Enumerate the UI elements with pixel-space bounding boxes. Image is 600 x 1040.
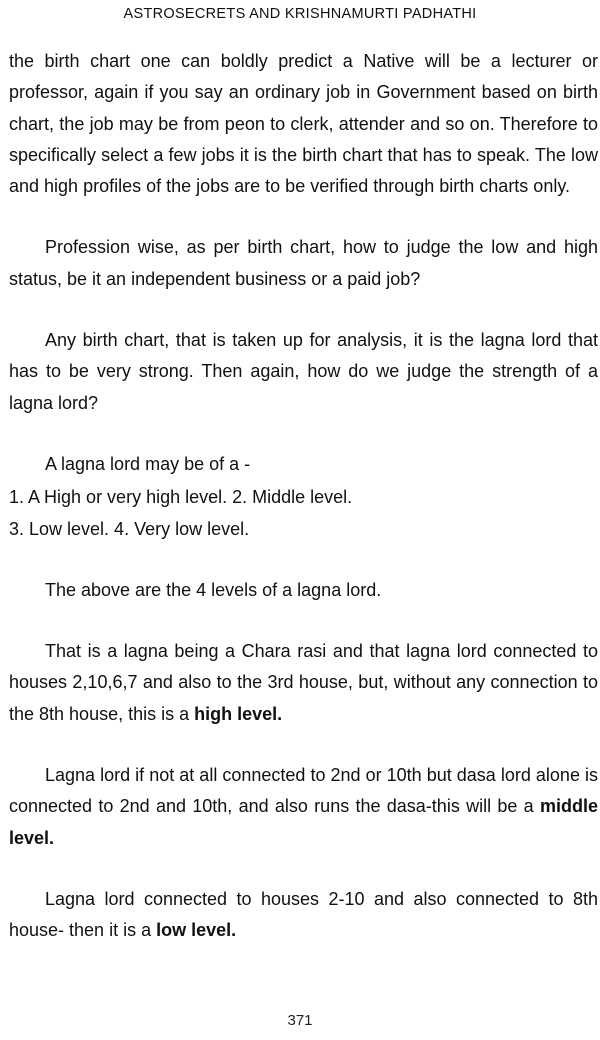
paragraph-profession-question: Profession wise, as per birth chart, how to judge the low and high status, be it an independent business or a paid job? (9, 237, 598, 289)
levels-list-line-1: 1. A High or very high level. 2. Middle level. (9, 487, 353, 508)
page-number: 371 (287, 1012, 313, 1029)
paragraph-continuation: the birth chart one can boldly predict a Native will be a lecturer or professor, again if you say an ordinary job in Government based on birth chart, the job may be from peon to clerk, attender and so on. Therefore to specifically select a few jobs it is the birth chart that has to speak. The low and high profiles of the jobs are to be verified through birth charts only. (9, 51, 598, 197)
middle-level-text: Lagna lord if not at all connected to 2nd or 10th but dasa lord alone is connected to 2nd and 10th, and also runs the dasa-this will be a (9, 765, 598, 817)
low-level-text: Lagna lord connected to houses 2-10 and also connected to 8th house- then it is a (9, 888, 598, 941)
paragraph-middle-level (9, 760, 598, 854)
paragraph-four-levels: The above are the 4 levels of a lagna lord. (45, 579, 382, 600)
paragraph-high-level (9, 636, 598, 730)
high-level-text: That is a lagna being a Chara rasi and that lagna lord connected to houses 2,10,6,7 and also to the 3rd house, but, without any connection to the 8th house, this is a (9, 641, 598, 724)
levels-list-line-2: 3. Low level. 4. Very low level. (9, 518, 250, 539)
high-level-term: high level. (194, 703, 283, 724)
middle-level-term: middle level. (9, 796, 598, 848)
paragraph-levels-intro: A lagna lord may be of a - (45, 453, 251, 474)
body-text (9, 46, 598, 947)
paragraph-low-level (9, 884, 598, 947)
paragraph-lagna-lord-strength: Any birth chart, that is taken up for analysis, it is the lagna lord that has to be very strong. Then again, how do we judge the strength of a lagna lord? (9, 330, 598, 413)
low-level-term: low level. (156, 920, 237, 941)
running-header: ASTROSECRETS AND KRISHNAMURTI PADHATHI (123, 6, 477, 22)
